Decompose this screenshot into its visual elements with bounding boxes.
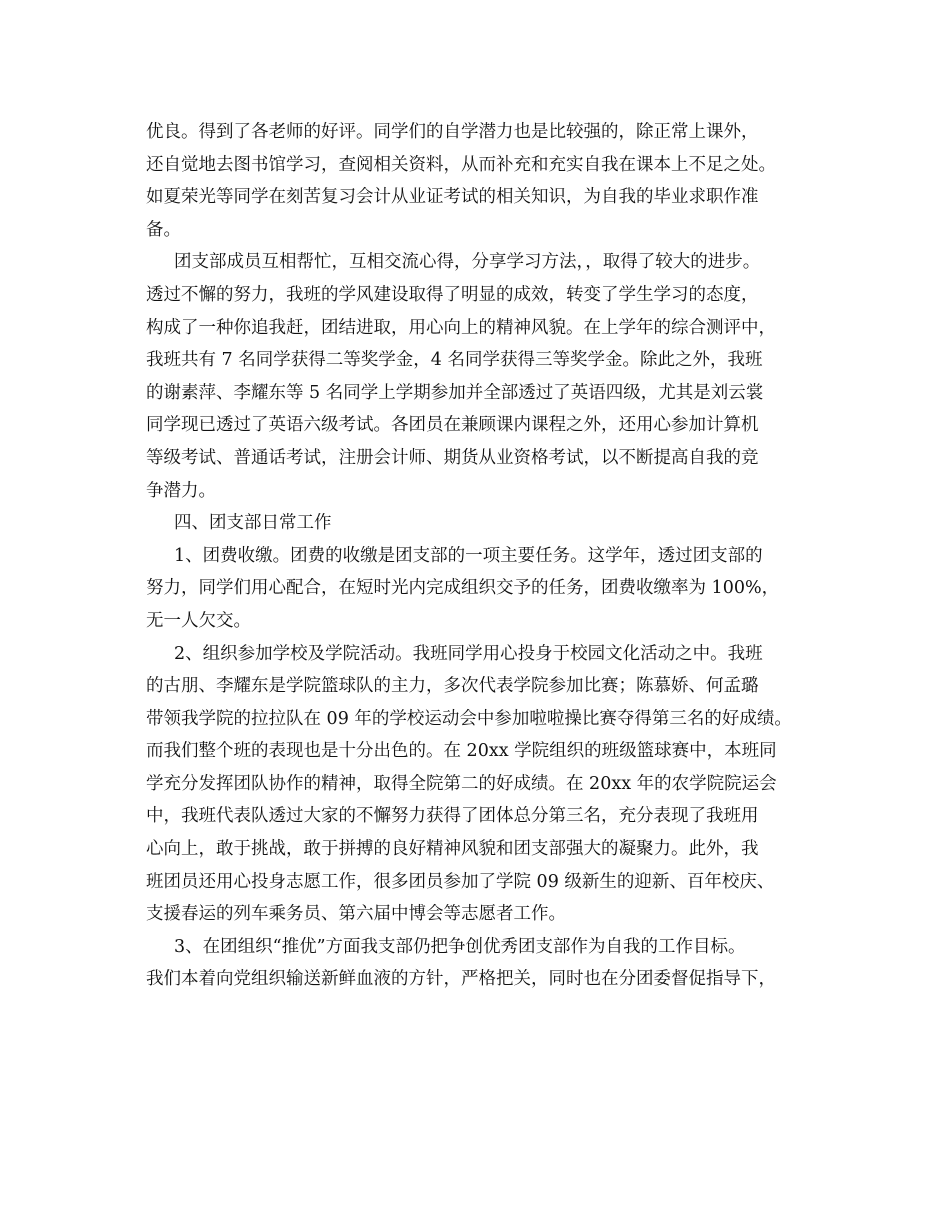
text-line: 我班共有 7 名同学获得二等奖学金，4 名同学获得三等奖学金。除此之外，我班 (146, 350, 763, 371)
text-line: 如夏荣光等同学在刻苦复习会计从业证考试的相关知识，为自我的毕业求职作准 (146, 187, 759, 208)
text-line: 争潜力。 (146, 480, 216, 501)
text-line: 四、团支部日常工作 (174, 513, 332, 534)
text-line: 3、在团组织“推优”方面我支部仍把争创优秀团支部作为自我的工作目标。 (174, 936, 746, 957)
text-line: 等级考试、普通话考试，注册会计师、期货从业资格考试，以不断提高自我的竞 (146, 447, 759, 468)
text-line: 优良。得到了各老师的好评。同学们的自学潜力也是比较强的，除正常上课外， (146, 122, 759, 142)
text-line: 而我们整个班的表现也是十分出色的。在 20xx 学院组织的班级篮球赛中，本班同 (146, 741, 777, 762)
text-line: 还自觉地去图书馆学习，查阅相关资料，从而补充和充实自我在课本上不足之处。 (146, 154, 776, 175)
text-line: 班团员还用心投身志愿工作，很多团员参加了学院 09 级新生的迎新、百年校庆、 (146, 871, 775, 892)
text-line: 构成了一种你追我赶，团结进取，用心向上的精神风貌。在上学年的综合测评中， (146, 317, 776, 338)
text-line: 支援春运的列车乘务员、第六届中博会等志愿者工作。 (146, 904, 566, 925)
text-line: 备。 (146, 219, 181, 240)
text-line: 无一人欠交。 (146, 610, 251, 631)
text-line: 的谢素萍、李耀东等 5 名同学上学期参加并全部透过了英语四级，尤其是刘云裳 (146, 382, 764, 403)
text-line: 努力，同学们用心配合，在短时光内完成组织交予的任务，团费收缴率为 100%， (146, 578, 780, 599)
text-line: 带领我学院的拉拉队在 09 年的学校运动会中参加啦啦操比赛夺得第三名的好成绩。 (146, 708, 792, 729)
text-line: 中，我班代表队透过大家的不懈努力获得了团体总分第三名，充分表现了我班用 (146, 806, 759, 827)
document-body (146, 116, 808, 996)
text-line: 同学现已透过了英语六级考试。各团员在兼顾课内课程之外，还用心参加计算机 (146, 415, 759, 436)
text-line: 的古朋、李耀东是学院篮球队的主力，多次代表学院参加比赛；陈慕娇、何孟璐 (146, 676, 759, 697)
text-line: 团支部成员互相帮忙，互相交流心得，分享学习方法，，取得了较大的进步。 (174, 252, 761, 273)
text-line: 学充分发挥团队协作的精神，取得全院第二的好成绩。在 20xx 年的农学院院运会 (146, 773, 777, 794)
text-line: 2、组织参加学校及学院活动。我班同学用心投身于校园文化活动之中。我班 (174, 643, 763, 664)
text-line: 1、团费收缴。团费的收缴是团支部的一项主要任务。这学年，透过团支部的 (174, 545, 763, 566)
text-line: 心向上，敢于挑战，敢于拼搏的良好精神风貌和团支部强大的凝聚力。此外，我 (146, 839, 759, 860)
text-line: 我们本着向党组织输送新鲜血液的方针，严格把关，同时也在分团委督促指导下， (146, 969, 776, 990)
text-line: 透过不懈的努力，我班的学风建设取得了明显的成效，转变了学生学习的态度， (146, 284, 759, 305)
